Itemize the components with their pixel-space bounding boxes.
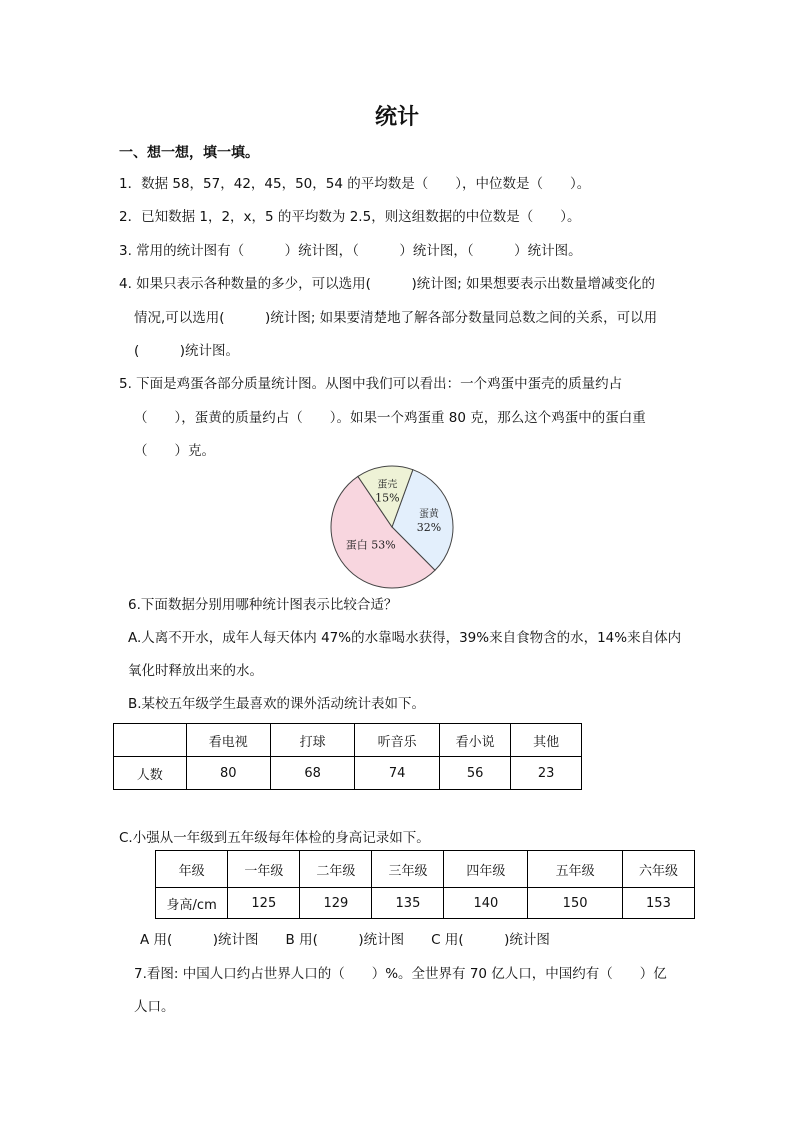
- question-4-line-2: 情况,可以选用( )统计图; 如果要清楚地了解各部分数量同总数之间的关系，可以用: [134, 310, 658, 326]
- table-header-cell: 看电视: [186, 724, 270, 757]
- table-row-label: 人数: [114, 757, 187, 790]
- table-cell: 56: [439, 757, 511, 790]
- pie-label-1: 蛋黄: [418, 508, 439, 520]
- table-header-cell: 四年级: [444, 851, 528, 888]
- question-6c: C.小强从一年级到五年级每年体检的身高记录如下。: [119, 830, 430, 846]
- activity-table: [113, 723, 582, 790]
- table-header-cell: 一年级: [228, 851, 300, 888]
- table-cell: [114, 724, 187, 757]
- question-7-line-2: 人口。: [134, 999, 175, 1015]
- page-title: 统计: [374, 104, 419, 130]
- height-table: [155, 850, 695, 919]
- table-cell: 125: [228, 888, 300, 919]
- table-header-cell: 听音乐: [355, 724, 439, 757]
- pie-label-3: 蛋壳: [377, 479, 398, 491]
- table-row: [156, 888, 695, 919]
- question-7-line-1: 7.看图: 中国人口约占世界人口的（ ）%。全世界有 70 亿人口，中国约有（ ）亿: [134, 966, 667, 982]
- table-row: [114, 757, 582, 790]
- table-header-cell: 三年级: [372, 851, 444, 888]
- question-3: 3. 常用的统计图有（ ）统计图，（ ）统计图，（ ）统计图。: [119, 243, 582, 259]
- table-cell: 129: [300, 888, 372, 919]
- table-row-label: 身高/cm: [156, 888, 228, 919]
- table-header-cell: 其他: [511, 724, 582, 757]
- table-header-cell: 五年级: [528, 851, 623, 888]
- table-cell: 23: [511, 757, 582, 790]
- table-cell: 68: [270, 757, 354, 790]
- question-6: 6.下面数据分别用哪种统计图表示比较合适？: [128, 597, 398, 613]
- question-4-line-1: 4. 如果只表示各种数量的多少，可以选用( )统计图; 如果想要表示出数量增减变化的: [119, 276, 656, 292]
- pie-value-3: 15%: [375, 491, 400, 505]
- table-header-cell: 看小说: [439, 724, 511, 757]
- question-5-line-2: （ ），蛋黄的质量约占（ ）。如果一个鸡蛋重 80 克，那么这个鸡蛋中的蛋白重: [134, 410, 646, 426]
- table-header-row: [114, 724, 582, 757]
- question-1: 1．数据 58，57，42，45，50，54 的平均数是（ ），中位数是（ ）。: [119, 176, 591, 192]
- table-header-cell: 六年级: [622, 851, 694, 888]
- table-header-row: [156, 851, 695, 888]
- question-2: 2．已知数据 1，2，x，5 的平均数为 2.5，则这组数据的中位数是（ ）。: [119, 209, 581, 225]
- question-6a-line-1: A.人离不开水，成年人每天体内 47%的水靠喝水获得，39%来自食物含的水，14%来自体内: [128, 630, 682, 646]
- question-4-line-3: ( )统计图。: [134, 343, 240, 359]
- table-cell: 140: [444, 888, 528, 919]
- table-cell: 74: [355, 757, 439, 790]
- table-cell: 135: [372, 888, 444, 919]
- table-cell: 150: [528, 888, 623, 919]
- table-cell: 80: [186, 757, 270, 790]
- table-header-cell: 年级: [156, 851, 228, 888]
- table-header-cell: 二年级: [300, 851, 372, 888]
- section-heading: 一、想一想，填一填。: [119, 145, 259, 161]
- question-6a-line-2: 氧化时释放出来的水。: [128, 663, 263, 679]
- question-6b: B.某校五年级学生最喜欢的课外活动统计表如下。: [128, 696, 426, 712]
- question-5-line-1: 5. 下面是鸡蛋各部分质量统计图。从图中我们可以看出：一个鸡蛋中蛋壳的质量约占: [119, 376, 623, 392]
- pie-value-1: 32%: [416, 520, 442, 534]
- question-5-line-3: （ ）克。: [134, 443, 215, 459]
- table-header-cell: 打球: [270, 724, 354, 757]
- pie-label-2: 蛋白 53%: [345, 538, 396, 552]
- egg-composition-pie-chart: [327, 464, 457, 590]
- question-6-answers: A 用( )统计图 B 用( )统计图 C 用( )统计图: [140, 932, 550, 948]
- table-cell: 153: [622, 888, 694, 919]
